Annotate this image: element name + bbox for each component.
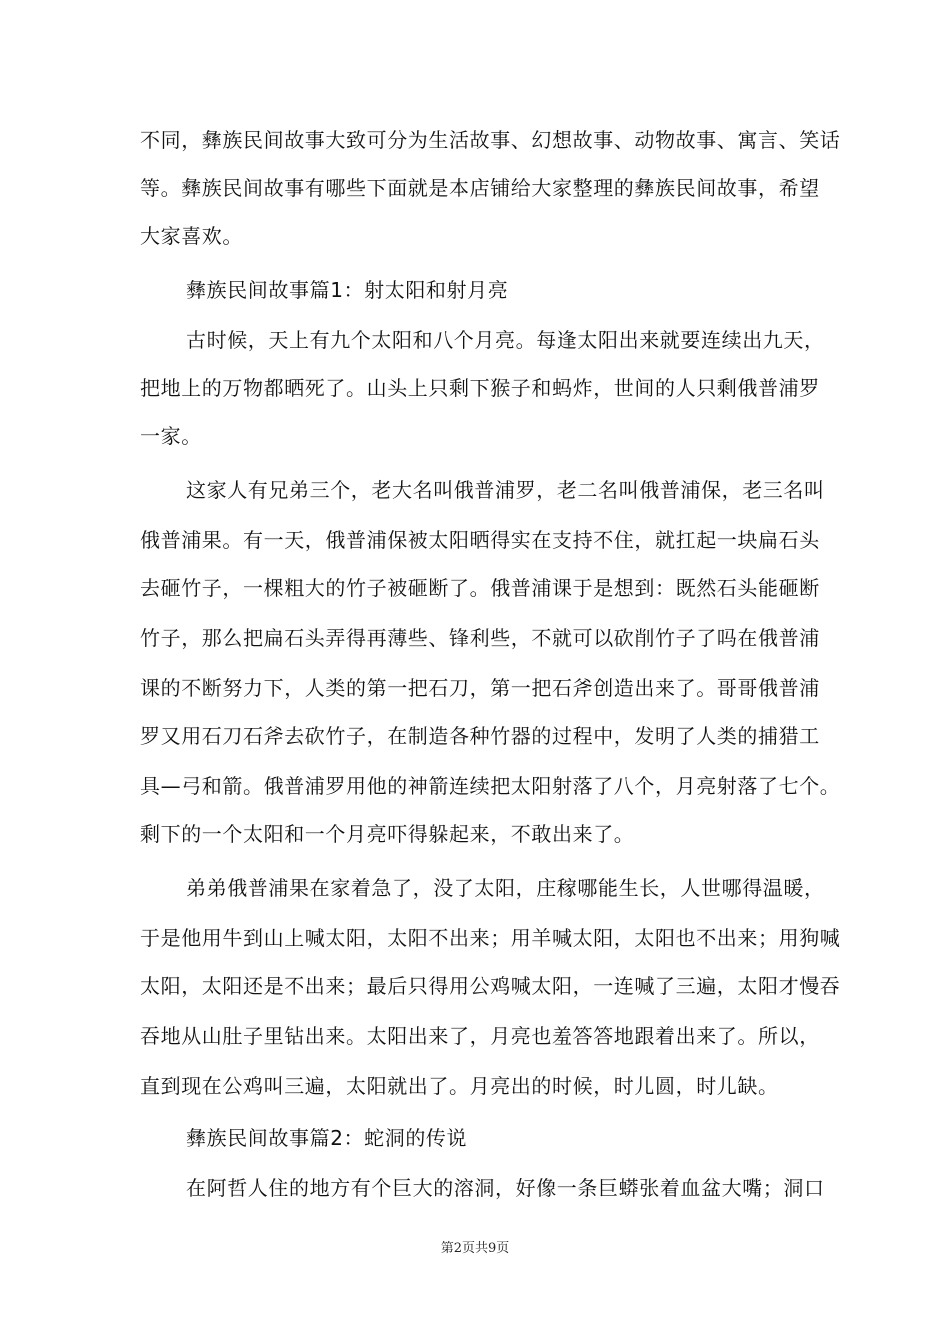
paragraph-line: 竹子，那么把扁石头弄得再薄些、锋利些，不就可以砍削竹子了吗在俄普浦 bbox=[140, 626, 820, 650]
paragraph-line: 不同，彝族民间故事大致可分为生活故事、幻想故事、动物故事、寓言、笑话 bbox=[140, 128, 841, 152]
paragraph-line: 一家。 bbox=[140, 424, 202, 448]
paragraph-line: 把地上的万物都晒死了。山头上只剩下猴子和蚂炸，世间的人只剩俄普浦罗 bbox=[140, 376, 820, 400]
paragraph-line: 在阿哲人住的地方有个巨大的溶洞，好像一条巨蟒张着血盆大嘴；洞口 bbox=[186, 1176, 825, 1200]
paragraph-line: 直到现在公鸡叫三遍，太阳就出了。月亮出的时候，时儿圆，时儿缺。 bbox=[140, 1074, 779, 1098]
paragraph-line: 罗又用石刀石斧去砍竹子，在制造各种竹器的过程中，发明了人类的捕猎工 bbox=[140, 724, 820, 748]
paragraph-line: 这家人有兄弟三个，老大名叫俄普浦罗，老二名叫俄普浦保，老三名叫 bbox=[186, 478, 825, 502]
paragraph-line: 去砸竹子，一棵粗大的竹子被砸断了。俄普浦课于是想到：既然石头能砸断 bbox=[140, 576, 820, 600]
section-heading: 彝族民间故事篇2：蛇洞的传说 bbox=[186, 1126, 468, 1150]
paragraph-line: 于是他用牛到山上喊太阳，太阳不出来；用羊喊太阳，太阳也不出来；用狗喊 bbox=[140, 926, 841, 950]
paragraph-line: 等。彝族民间故事有哪些下面就是本店铺给大家整理的彝族民间故事，希望 bbox=[140, 176, 820, 200]
paragraph-line: 具—弓和箭。俄普浦罗用他的神箭连续把太阳射落了八个，月亮射落了七个。 bbox=[140, 774, 841, 798]
paragraph-line: 吞地从山肚子里钻出来。太阳出来了，月亮也羞答答地跟着出来了。所以， bbox=[140, 1024, 820, 1048]
page-number-footer: 第2页共9页 bbox=[440, 1241, 510, 1256]
paragraph-line: 剩下的一个太阳和一个月亮吓得躲起来，不敢出来了。 bbox=[140, 822, 635, 846]
section-heading: 彝族民间故事篇1：射太阳和射月亮 bbox=[186, 278, 509, 302]
paragraph-line: 太阳，太阳还是不出来；最后只得用公鸡喊太阳，一连喊了三遍，太阳才慢吞 bbox=[140, 974, 841, 998]
paragraph-line: 俄普浦果。有一天，俄普浦保被太阳晒得实在支持不住，就扛起一块扁石头 bbox=[140, 528, 820, 552]
paragraph-line: 课的不断努力下，人类的第一把石刀，第一把石斧创造出来了。哥哥俄普浦 bbox=[140, 676, 820, 700]
paragraph-line: 弟弟俄普浦果在家着急了，没了太阳，庄稼哪能生长，人世哪得温暖， bbox=[186, 876, 825, 900]
paragraph-line: 古时候，天上有九个太阳和八个月亮。每逢太阳出来就要连续出九天， bbox=[186, 328, 825, 352]
paragraph-line: 大家喜欢。 bbox=[140, 224, 243, 248]
